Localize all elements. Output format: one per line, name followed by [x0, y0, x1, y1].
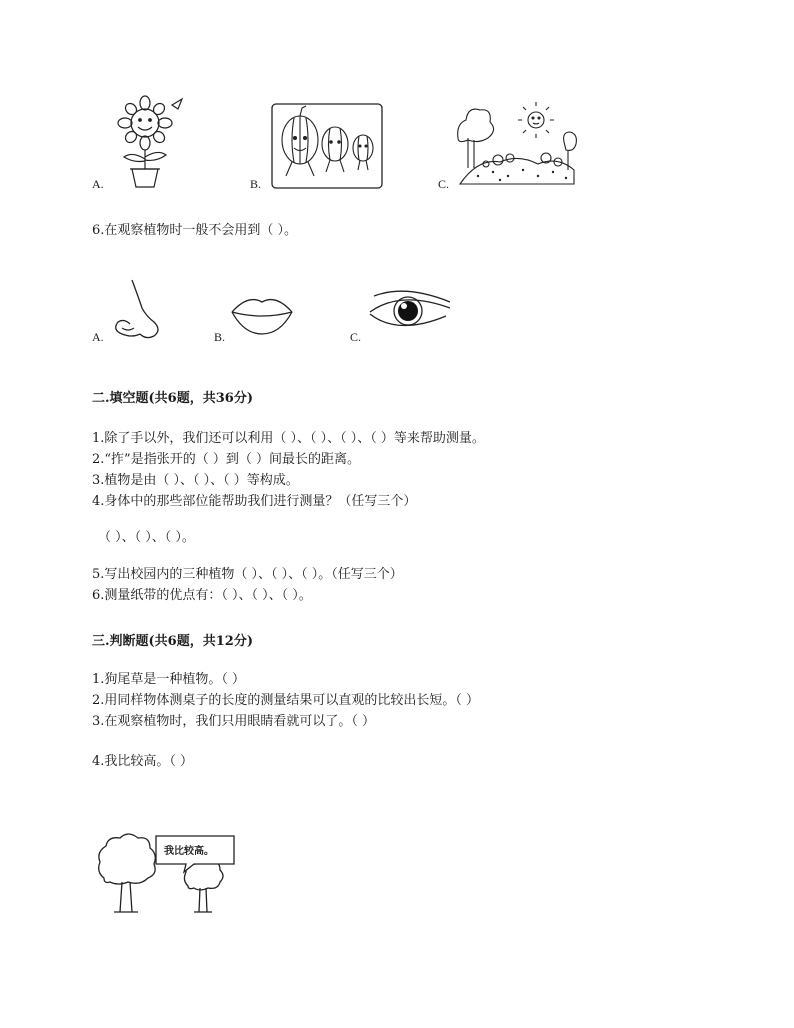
- q6-option-b: [214, 290, 309, 346]
- section3-heading: 三.判断题(共6题，共12分): [92, 634, 253, 649]
- lips-icon: [214, 290, 309, 346]
- speech-bubble: [154, 834, 232, 864]
- speech-bubble-text: 我比较高。: [164, 846, 214, 857]
- q5-option-b: [250, 100, 385, 195]
- trees-illustration: [92, 828, 252, 918]
- flower-pot-illustration: [92, 95, 202, 195]
- section3-q1: 1.狗尾草是一种植物。（ ）: [92, 672, 246, 687]
- q5-option-c: [438, 98, 578, 195]
- section2-q4: 4.身体中的那些部位能帮助我们进行测量？（任写三个）: [92, 494, 417, 509]
- q5-option-c-label: C.: [438, 177, 450, 191]
- section2-q6: 6.测量纸带的优点有：（ ）、（ ）、（ ）。: [92, 588, 312, 603]
- tall-tree-icon: [92, 828, 162, 918]
- q6-option-a-label: A.: [92, 330, 104, 344]
- garden-scene-illustration: [438, 98, 578, 195]
- section2-q5: 5.写出校园内的三种植物（ ）、（ ）、（ ）。（任写三个）: [92, 567, 403, 582]
- q6-option-c: [350, 290, 460, 346]
- q5-option-b-label: B.: [250, 177, 262, 191]
- section2-heading: 二.填空题(共6题，共36分): [92, 391, 253, 406]
- section3-q3: 3.在观察植物时，我们只用眼睛看就可以了。（ ）: [92, 714, 376, 729]
- section2-q4-blanks: （ ）、（ ）、（ ）。: [98, 530, 195, 545]
- q5-option-a: [92, 95, 202, 195]
- eye-icon: [350, 290, 460, 346]
- q6-question: 6.在观察植物时一般不会用到（ ）。: [92, 223, 298, 238]
- section3-q2: 2.用同样物体测桌子的长度的测量结果可以直观的比较出长短。（ ）: [92, 693, 480, 708]
- section2-q3: 3.植物是由（ ）、（ ）、（ ）等构成。: [92, 473, 299, 488]
- section2-q2: 2.“拃”是指张开的（ ）到（ ）间最长的距离。: [92, 452, 360, 467]
- section2-q1: 1.除了手以外，我们还可以利用（ ）、（ ）、（ ）、（ ）等来帮助测量。: [92, 431, 485, 446]
- q6-option-a: [92, 278, 182, 346]
- section3-q4: 4.我比较高。（ ）: [92, 754, 194, 769]
- q5-option-a-label: A.: [92, 177, 104, 191]
- q6-option-c-label: C.: [350, 330, 362, 344]
- watermelon-family-illustration: [250, 100, 385, 195]
- q6-option-b-label: B.: [214, 330, 226, 344]
- nose-icon: [92, 278, 182, 346]
